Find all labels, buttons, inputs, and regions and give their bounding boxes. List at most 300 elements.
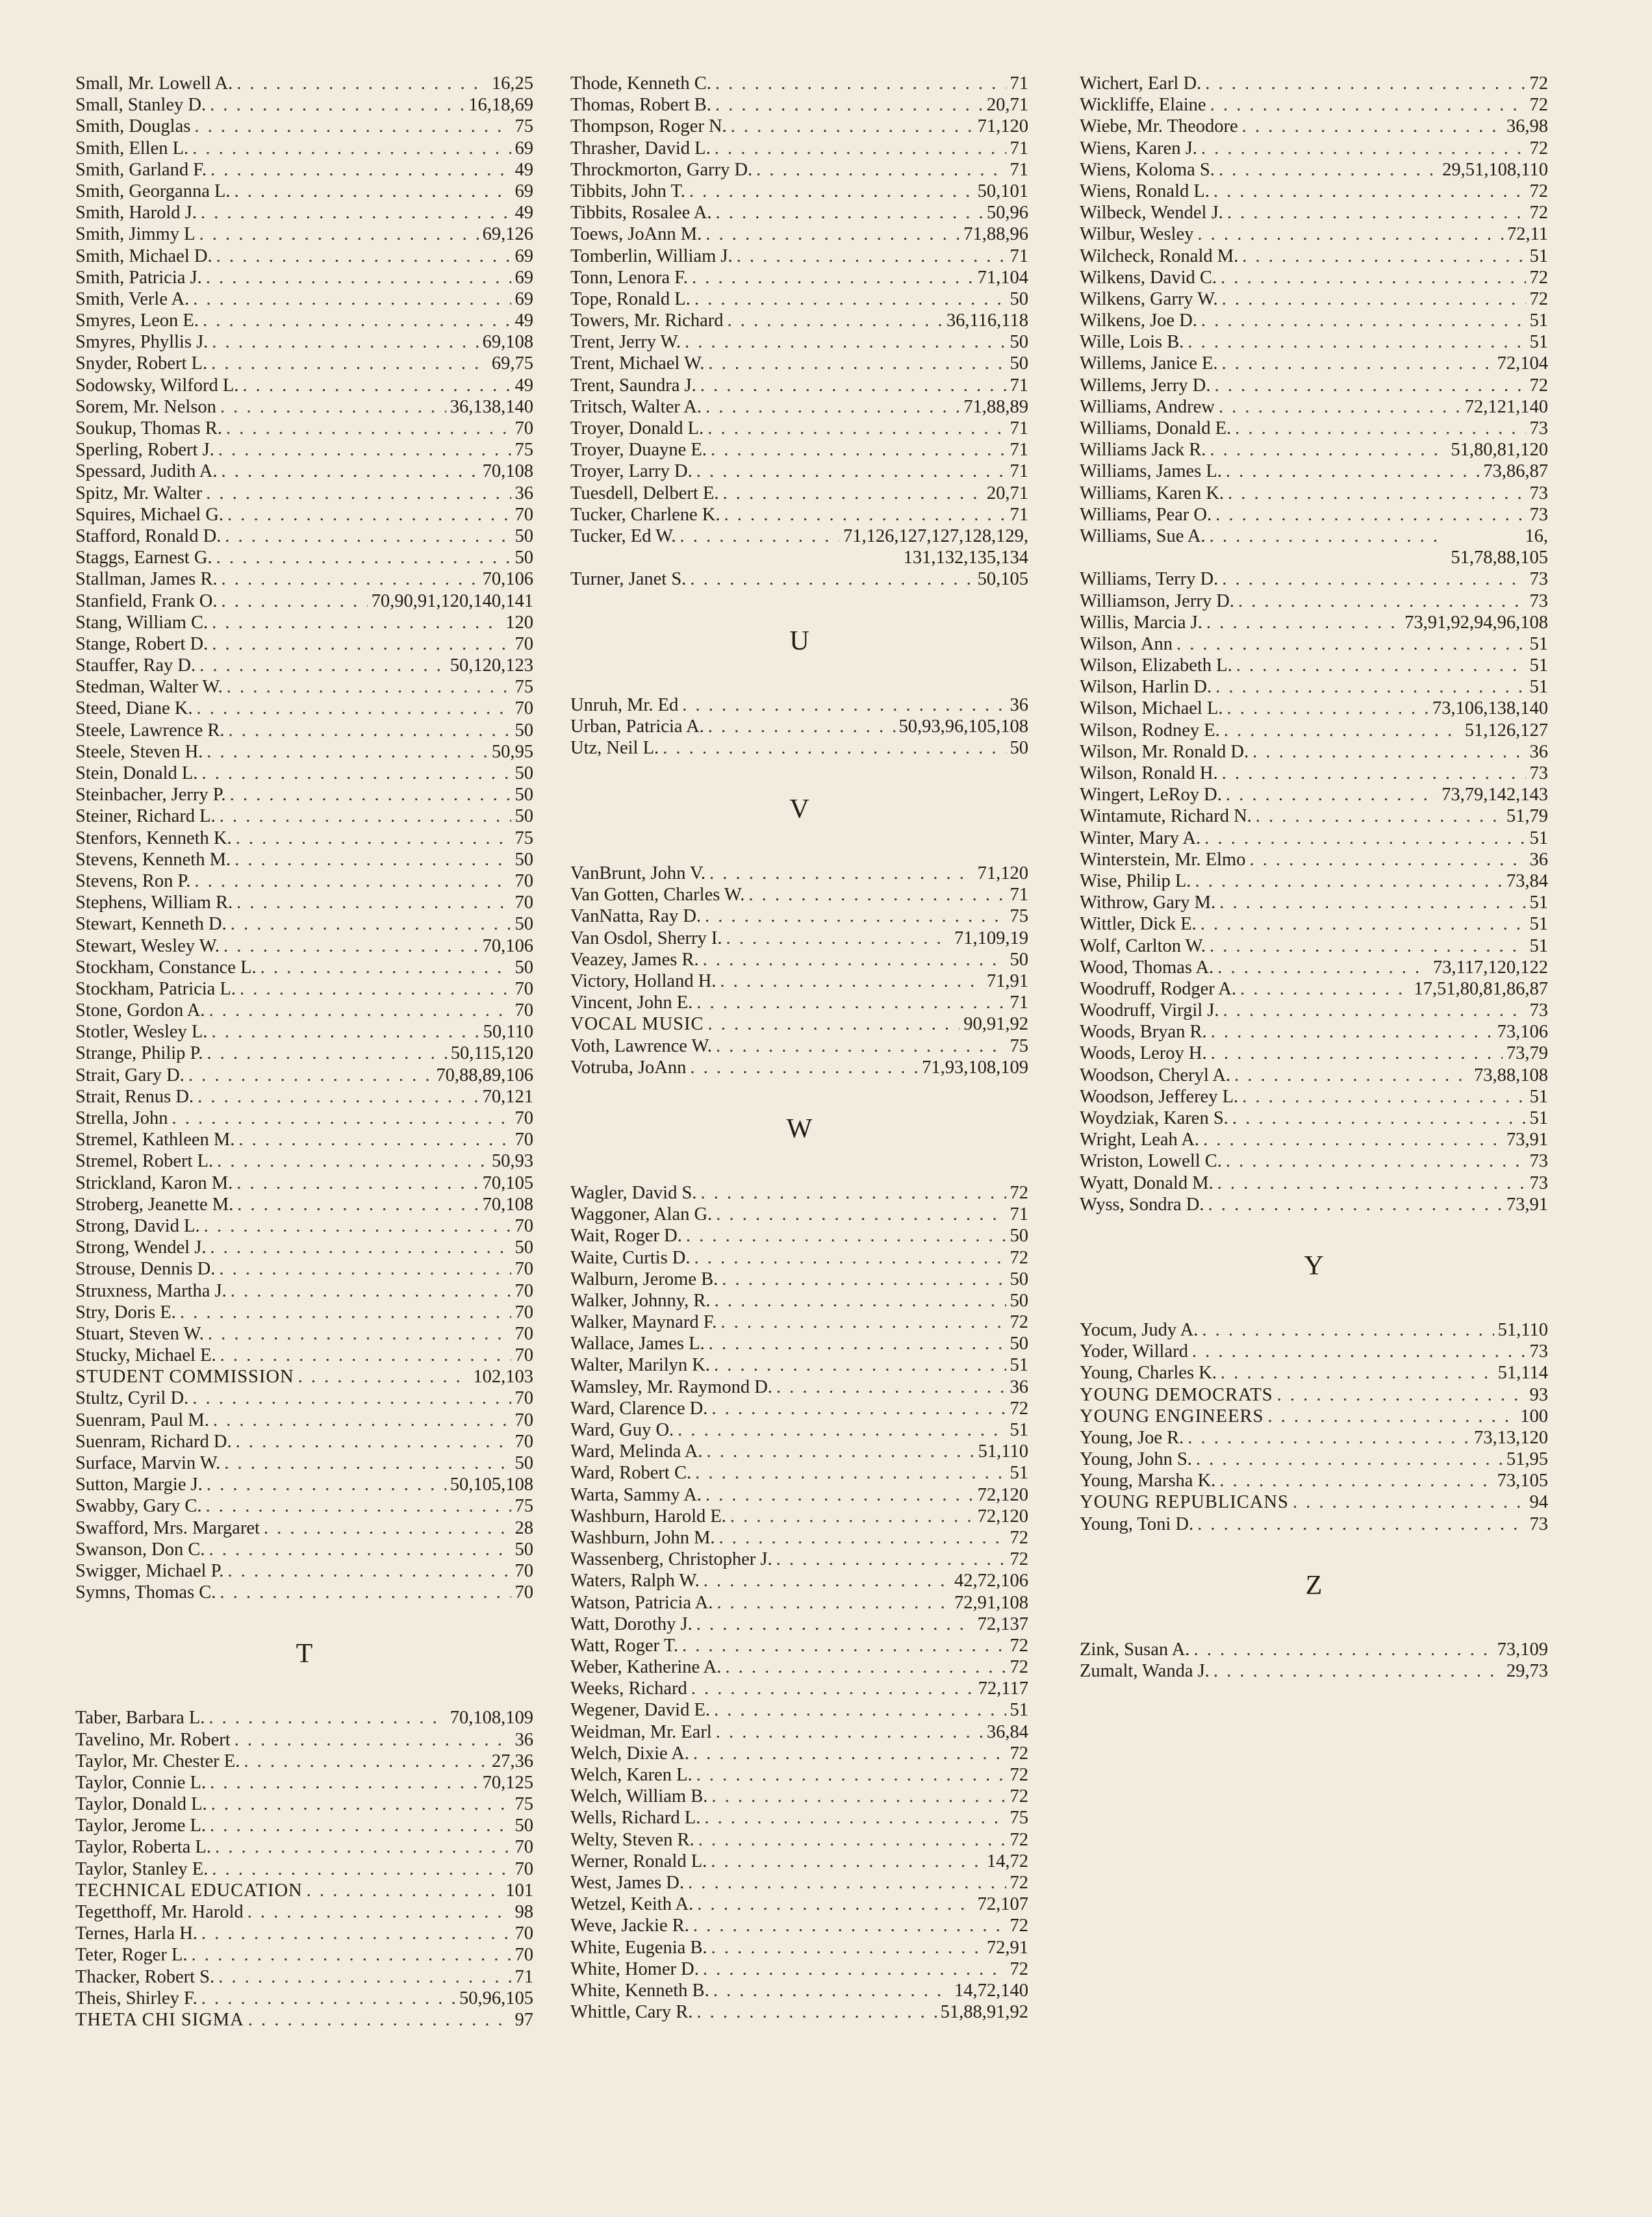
- index-entry: [570, 1057, 1028, 1078]
- dot-leader: [1293, 1491, 1526, 1513]
- index-entry: [75, 633, 533, 655]
- entry-name: Smith, Jimmy L: [75, 224, 196, 245]
- entry-page-numbers: 72: [1010, 1527, 1028, 1548]
- entry-page-numbers: 50,95: [491, 741, 533, 762]
- entry-page-numbers: 70,88,89,106: [436, 1065, 533, 1085]
- index-entry: [570, 949, 1028, 970]
- entry-name: Wiebe, Mr. Theodore: [1080, 116, 1238, 137]
- dot-leader: [1226, 784, 1438, 805]
- dot-leader: [235, 849, 511, 870]
- dot-leader: [708, 716, 895, 737]
- entry-page-numbers: 51: [1529, 828, 1548, 848]
- entry-name: Small, Stanley D.: [75, 95, 207, 116]
- index-entry: [1080, 396, 1548, 418]
- entry-name: White, Homer D.: [570, 1958, 699, 1979]
- dot-leader: [737, 246, 1006, 267]
- index-entry: [1080, 1362, 1548, 1384]
- dot-leader: [689, 181, 974, 202]
- index-entry: [570, 694, 1028, 716]
- index-entry: [75, 720, 533, 741]
- dot-leader: [725, 1656, 1006, 1678]
- dot-leader: [248, 1901, 511, 1923]
- entry-page-numbers: 72: [1010, 1958, 1028, 1979]
- entry-page-numbers: 70,106: [482, 569, 533, 590]
- index-entry: [570, 1506, 1028, 1527]
- entry-page-numbers: 72: [1529, 73, 1548, 94]
- index-entry: [75, 73, 533, 94]
- entry-name: Wyss, Sondra D.: [1080, 1194, 1204, 1215]
- entry-page-numbers: 72: [1529, 267, 1548, 288]
- entry-page-numbers: 29,51,108,110: [1442, 159, 1548, 180]
- entry-page-numbers: 70: [515, 1837, 533, 1858]
- entry-page-numbers: 50,93: [491, 1151, 533, 1172]
- entry-page-numbers: 73,84: [1506, 870, 1548, 891]
- index-entry: [75, 1901, 533, 1923]
- index-entry: [570, 375, 1028, 396]
- entry-page-numbers: 72: [1010, 1549, 1028, 1570]
- entry-page-numbers: 50: [515, 1237, 533, 1258]
- section-letter-heading: W: [786, 1113, 813, 1144]
- entry-page-numbers: 93: [1529, 1384, 1548, 1405]
- dot-leader: [210, 159, 511, 181]
- entry-name: Spessard, Judith A.: [75, 461, 218, 482]
- entry-page-numbers: 70,108: [482, 461, 533, 482]
- index-entry: [1080, 1108, 1548, 1129]
- entry-name: Small, Mr. Lowell A.: [75, 73, 233, 94]
- index-entry: [1080, 1086, 1548, 1108]
- entry-page-numbers: 75: [1010, 906, 1028, 927]
- entry-page-numbers: 50,93,96,105,108: [898, 716, 1028, 737]
- entry-name: Watt, Roger T.: [570, 1635, 679, 1656]
- entry-name: Stenfors, Kenneth K.: [75, 828, 232, 848]
- entry-name: Walburn, Jerome B.: [570, 1269, 718, 1289]
- entry-name: Strong, David L.: [75, 1215, 200, 1236]
- index-entry: [1080, 978, 1548, 1000]
- index-entry: [570, 1678, 1028, 1699]
- index-entry: [570, 1743, 1028, 1764]
- index-entry: [570, 1915, 1028, 1936]
- index-entry: [75, 870, 533, 892]
- entry-name: Welch, William B.: [570, 1786, 708, 1807]
- entry-name: Steinbacher, Jerry P.: [75, 785, 226, 805]
- index-column-1: [75, 73, 533, 2031]
- dot-leader: [700, 375, 1006, 396]
- entry-page-numbers: 50: [1010, 1290, 1028, 1311]
- index-entry: [1080, 828, 1548, 849]
- entry-page-numbers: 70: [515, 870, 533, 891]
- entry-name: Stone, Gordon A.: [75, 1000, 205, 1021]
- entry-name: White, Kenneth B.: [570, 1980, 709, 2001]
- entry-page-numbers: 72,91,108: [954, 1592, 1028, 1613]
- dot-leader: [221, 568, 478, 590]
- entry-page-numbers: 51,88,91,92: [940, 2002, 1028, 2023]
- entry-page-numbers: 50: [515, 914, 533, 935]
- entry-page-numbers: 72: [1529, 203, 1548, 223]
- index-entry: [1080, 1150, 1548, 1172]
- index-entry: [75, 246, 533, 267]
- dot-leader: [298, 1366, 470, 1387]
- entry-name: Warta, Sammy A.: [570, 1484, 702, 1505]
- dot-leader: [1211, 1043, 1503, 1064]
- entry-page-numbers: 17,51,80,81,86,87: [1414, 978, 1548, 999]
- entry-page-numbers: 70: [515, 1130, 533, 1150]
- entry-name: Urban, Patricia A.: [570, 716, 704, 737]
- entry-name: Steiner, Richard L.: [75, 806, 216, 827]
- entry-name: Veazey, James R.: [570, 949, 699, 970]
- entry-name: West, James D.: [570, 1872, 685, 1893]
- entry-name: Zumalt, Wanda J.: [1080, 1661, 1210, 1682]
- entry-name: Surface, Marvin W.: [75, 1453, 221, 1473]
- entry-page-numbers: 51: [1529, 893, 1548, 913]
- dot-leader: [716, 1035, 1006, 1057]
- entry-page-numbers: 51: [1529, 914, 1548, 935]
- entry-name: Votruba, JoAnn: [570, 1057, 687, 1078]
- entry-name: Williams, Pear O.: [1080, 504, 1212, 525]
- entry-page-numbers: 29,73: [1506, 1661, 1548, 1682]
- dot-leader: [703, 1958, 1006, 1980]
- dot-leader: [238, 1129, 511, 1150]
- dot-leader: [1217, 957, 1429, 978]
- index-entry: [1080, 1491, 1548, 1513]
- section-letter-heading: U: [789, 626, 809, 656]
- index-entry: [75, 483, 533, 504]
- entry-page-numbers: 101: [505, 1880, 533, 1901]
- entry-name: Stevens, Ron P.: [75, 870, 191, 891]
- entry-name: Ward, Clarence D.: [570, 1398, 708, 1419]
- index-entry: [75, 1129, 533, 1150]
- index-entry: [1080, 655, 1548, 676]
- index-entry: [570, 116, 1028, 137]
- index-entry: [570, 1269, 1028, 1290]
- entry-page-numbers: 73,91: [1506, 1194, 1548, 1215]
- entry-name: Trent, Saundra J.: [570, 375, 696, 396]
- dot-leader: [693, 1743, 1006, 1764]
- dot-leader: [1219, 159, 1438, 181]
- entry-name: Suenram, Paul M.: [75, 1410, 209, 1430]
- index-column-2: [570, 73, 1028, 2023]
- index-entry: [1080, 418, 1548, 439]
- entry-page-numbers: 72: [1529, 288, 1548, 309]
- entry-page-numbers: 28: [515, 1517, 533, 1538]
- dot-leader: [715, 202, 982, 223]
- index-entry: [75, 1258, 533, 1280]
- index-entry: [570, 884, 1028, 906]
- entry-page-numbers: 70: [515, 1858, 533, 1879]
- entry-page-numbers: 36: [1010, 1376, 1028, 1397]
- index-entry: [75, 1707, 533, 1729]
- entry-name: Stafford, Ronald D.: [75, 526, 222, 546]
- entry-name: Smith, Patricia J.: [75, 267, 202, 288]
- index-entry: [570, 1721, 1028, 1743]
- dot-leader: [236, 892, 511, 913]
- section-letter-heading: Z: [1305, 1570, 1323, 1601]
- entry-page-numbers: 51: [1010, 1355, 1028, 1376]
- dot-leader: [720, 1311, 1006, 1333]
- index-entry: [75, 331, 533, 353]
- index-entry: [1080, 1384, 1548, 1406]
- entry-name: Steed, Diane K.: [75, 698, 193, 719]
- index-entry: [1080, 957, 1548, 978]
- entry-name: Young, Toni D.: [1080, 1514, 1194, 1534]
- entry-name: Wise, Philip L.: [1080, 870, 1191, 891]
- dot-leader: [180, 1302, 511, 1323]
- index-entry: [75, 1560, 533, 1582]
- entry-name: Sperling, Robert J.: [75, 440, 214, 461]
- entry-page-numbers: 51,95: [1506, 1449, 1548, 1470]
- entry-name: Steele, Lawrence R.: [75, 720, 225, 741]
- dot-leader: [205, 1495, 511, 1517]
- entry-name: Yocum, Judy A.: [1080, 1319, 1199, 1340]
- entry-page-numbers: 51: [1529, 310, 1548, 331]
- entry-name: Woodson, Cheryl A.: [1080, 1065, 1231, 1085]
- entry-page-numbers: 75: [1010, 1035, 1028, 1056]
- entry-name: Smyres, Phyllis J.: [75, 332, 209, 353]
- entry-name: Swabby, Gary C.: [75, 1496, 202, 1517]
- dot-leader: [212, 612, 502, 633]
- entry-page-numbers: 73: [1529, 763, 1548, 784]
- dot-leader: [700, 1182, 1006, 1204]
- entry-name: Wittler, Dick E.: [1080, 914, 1197, 935]
- entry-name: Suenram, Richard D.: [75, 1431, 232, 1452]
- dot-leader: [210, 1815, 511, 1836]
- entry-page-numbers: 72: [1010, 1182, 1028, 1203]
- index-entry: [75, 1172, 533, 1194]
- entry-name: Van Gotten, Charles W.: [570, 885, 745, 906]
- index-entry: [570, 138, 1028, 159]
- dot-leader: [682, 1635, 1006, 1656]
- entry-name: Wilson, Elizabeth L.: [1080, 655, 1232, 676]
- entry-name: Swanson, Don C.: [75, 1539, 205, 1560]
- entry-page-numbers: 70: [515, 418, 533, 438]
- entry-name: Swigger, Michael P.: [75, 1560, 224, 1581]
- index-entry: [75, 805, 533, 827]
- entry-name: Taylor, Jerome L.: [75, 1816, 207, 1836]
- index-entry: [570, 1635, 1028, 1656]
- entry-page-numbers: 51,110: [978, 1441, 1028, 1462]
- entry-page-numbers: 50,105,108: [450, 1475, 533, 1495]
- entry-page-numbers: 51: [1529, 655, 1548, 676]
- entry-page-numbers: 71,91: [986, 971, 1028, 992]
- entry-name: THETA CHI SIGMA: [75, 2009, 244, 2030]
- entry-name: Woydziak, Karen S.: [1080, 1108, 1228, 1129]
- index-entry: [570, 1354, 1028, 1376]
- index-entry: [570, 1290, 1028, 1311]
- dot-leader: [230, 784, 511, 805]
- dot-leader: [1219, 396, 1461, 418]
- entry-page-numbers: 75: [515, 440, 533, 461]
- entry-name: Tucker, Charlene K.: [570, 504, 720, 525]
- entry-page-numbers: 94: [1529, 1492, 1548, 1513]
- entry-page-numbers: 72: [1529, 138, 1548, 158]
- entry-page-numbers: 71: [1010, 504, 1028, 525]
- entry-page-numbers: 70,108,109: [450, 1708, 533, 1729]
- dot-leader: [688, 1872, 1006, 1894]
- entry-page-numbers: 73: [1529, 1000, 1548, 1021]
- entry-page-numbers: 36: [1529, 849, 1548, 870]
- entry-name: Wilbeck, Wendel J.: [1080, 203, 1223, 223]
- dot-leader: [703, 949, 1006, 970]
- index-entry: [75, 461, 533, 482]
- entry-page-numbers: 70: [515, 1410, 533, 1430]
- entry-page-numbers: 71: [1010, 885, 1028, 906]
- index-entry: [570, 526, 1028, 568]
- entry-name: Wilson, Harlin D.: [1080, 677, 1212, 698]
- index-entry: [75, 138, 533, 159]
- entry-page-numbers: 36,138,140: [450, 396, 533, 417]
- entry-name: Tuesdell, Delbert E.: [570, 483, 719, 503]
- dot-leader: [192, 1387, 511, 1409]
- dot-leader: [731, 116, 974, 137]
- index-entry: [75, 1323, 533, 1345]
- index-entry: [1080, 267, 1548, 288]
- index-entry: [75, 504, 533, 526]
- entry-page-numbers: 72,11: [1506, 224, 1548, 245]
- entry-page-numbers: 71: [515, 1966, 533, 1987]
- entry-page-numbers: 50,96,105: [459, 1988, 533, 2008]
- entry-name: Wallace, James L.: [570, 1334, 705, 1354]
- index-entry: [1080, 1514, 1548, 1535]
- dot-leader: [1201, 913, 1526, 935]
- entry-page-numbers: 102,103: [473, 1367, 533, 1387]
- dot-leader: [1215, 676, 1525, 698]
- index-entry: [570, 1851, 1028, 1872]
- dot-leader: [1277, 1384, 1526, 1406]
- entry-name: Struxness, Martha J.: [75, 1280, 227, 1301]
- entry-page-numbers: 51: [1529, 246, 1548, 266]
- entry-name: Wilson, Ann: [1080, 633, 1173, 654]
- entry-name: Young, Joe R.: [1080, 1427, 1184, 1448]
- dot-leader: [693, 1915, 1006, 1936]
- entry-name: Wilson, Rodney E.: [1080, 720, 1220, 741]
- dot-leader: [1226, 1150, 1526, 1172]
- dot-leader: [678, 1419, 1006, 1441]
- index-entry: [75, 159, 533, 181]
- entry-name: Wells, Richard L.: [570, 1808, 701, 1829]
- dot-leader: [215, 1836, 511, 1858]
- entry-name: YOUNG DEMOCRATS: [1080, 1384, 1273, 1405]
- index-entry: [75, 1772, 533, 1793]
- entry-page-numbers: 71: [1010, 418, 1028, 438]
- index-entry: [75, 1793, 533, 1815]
- entry-name: Smyres, Leon E.: [75, 310, 199, 331]
- dot-leader: [1222, 568, 1525, 590]
- entry-page-numbers: 51,114: [1497, 1363, 1548, 1384]
- dot-leader: [704, 1570, 950, 1591]
- entry-name: Turner, Janet S.: [570, 569, 687, 590]
- entry-page-numbers: 69,126: [482, 224, 533, 245]
- entry-name: Taylor, Mr. Chester E.: [75, 1751, 240, 1771]
- dot-leader: [709, 1333, 1006, 1354]
- entry-page-numbers: 70: [515, 504, 533, 525]
- index-entry: [75, 655, 533, 676]
- index-entry: [570, 1204, 1028, 1225]
- dot-leader: [194, 116, 511, 137]
- index-entry: [1080, 1065, 1548, 1086]
- index-entry: [75, 828, 533, 849]
- index-entry: [75, 590, 533, 612]
- entry-name: Thompson, Roger N.: [570, 116, 727, 137]
- dot-leader: [1210, 526, 1447, 547]
- entry-name: Wilson, Mr. Ronald D.: [1080, 741, 1249, 762]
- index-entry: [75, 568, 533, 590]
- entry-page-numbers: 98: [515, 1902, 533, 1922]
- entry-page-numbers: 70,90,91,120,140,141: [371, 590, 533, 611]
- index-entry: [570, 1013, 1028, 1035]
- dot-leader: [1256, 805, 1503, 827]
- entry-name: Wood, Thomas A.: [1080, 957, 1214, 978]
- index-entry: [570, 504, 1028, 526]
- entry-page-numbers: 73,13,120: [1474, 1427, 1548, 1448]
- entry-name: Stucky, Michael E.: [75, 1345, 216, 1366]
- entry-page-numbers: 51: [1529, 935, 1548, 956]
- entry-name: Winterstein, Mr. Elmo: [1080, 849, 1246, 870]
- dot-leader: [216, 547, 511, 568]
- entry-page-numbers: 70: [515, 1923, 533, 1944]
- entry-page-numbers: 72: [1010, 1635, 1028, 1656]
- entry-name: Stultz, Cyril D.: [75, 1388, 189, 1409]
- entry-name: Stange, Robert D.: [75, 633, 209, 654]
- index-entry: [1080, 935, 1548, 957]
- entry-page-numbers: 69: [515, 181, 533, 201]
- entry-page-numbers: 72: [1010, 1398, 1028, 1419]
- entry-name: Taylor, Connie L.: [75, 1772, 207, 1793]
- index-entry: [570, 288, 1028, 310]
- entry-page-numbers: 70: [515, 1945, 533, 1966]
- index-entry: [75, 1729, 533, 1751]
- entry-page-numbers: 73,106: [1497, 1022, 1548, 1043]
- entry-page-numbers: 72: [1010, 1829, 1028, 1850]
- entry-name: Victory, Holland H.: [570, 971, 717, 992]
- entry-page-numbers: 73,109: [1497, 1639, 1548, 1660]
- entry-name: Washburn, Harold E.: [570, 1506, 726, 1527]
- entry-page-numbers: 50: [1010, 1269, 1028, 1289]
- entry-page-numbers: 70: [515, 1582, 533, 1603]
- index-entry: [75, 1452, 533, 1474]
- entry-page-numbers: 73: [1529, 1172, 1548, 1193]
- dot-leader: [1267, 1406, 1516, 1427]
- dot-leader: [226, 418, 511, 439]
- index-entry: [1080, 73, 1548, 94]
- entry-name: Williamson, Jerry D.: [1080, 590, 1234, 611]
- dot-leader: [237, 1194, 478, 1215]
- dot-leader: [1193, 1639, 1493, 1660]
- index-entry: [570, 737, 1028, 759]
- index-entry: [75, 267, 533, 288]
- dot-leader: [1242, 116, 1503, 137]
- entry-name: Stroberg, Jeanette M.: [75, 1194, 234, 1215]
- entry-name: Stotler, Wesley L.: [75, 1022, 208, 1043]
- index-entry: [75, 1194, 533, 1215]
- dot-leader: [1206, 612, 1401, 633]
- entry-name: Smith, Douglas: [75, 116, 191, 137]
- index-entry: [570, 1614, 1028, 1635]
- index-entry: [570, 94, 1028, 116]
- index-entry: [1080, 504, 1548, 526]
- entry-page-numbers: 50,105: [977, 569, 1028, 590]
- dot-leader: [188, 1065, 433, 1086]
- index-entry: [1080, 913, 1548, 935]
- entry-page-numbers: 72,91: [986, 1937, 1028, 1958]
- index-entry: [1080, 461, 1548, 482]
- entry-page-numbers: 72,137: [977, 1614, 1028, 1634]
- entry-page-numbers: 72,120: [977, 1506, 1028, 1527]
- index-entry: [1080, 805, 1548, 827]
- entry-name: Strouse, Dennis D.: [75, 1259, 216, 1280]
- index-entry: [1080, 1427, 1548, 1449]
- index-entry: [75, 1966, 533, 1988]
- dot-leader: [1205, 73, 1525, 94]
- entry-page-numbers: 49: [515, 310, 533, 331]
